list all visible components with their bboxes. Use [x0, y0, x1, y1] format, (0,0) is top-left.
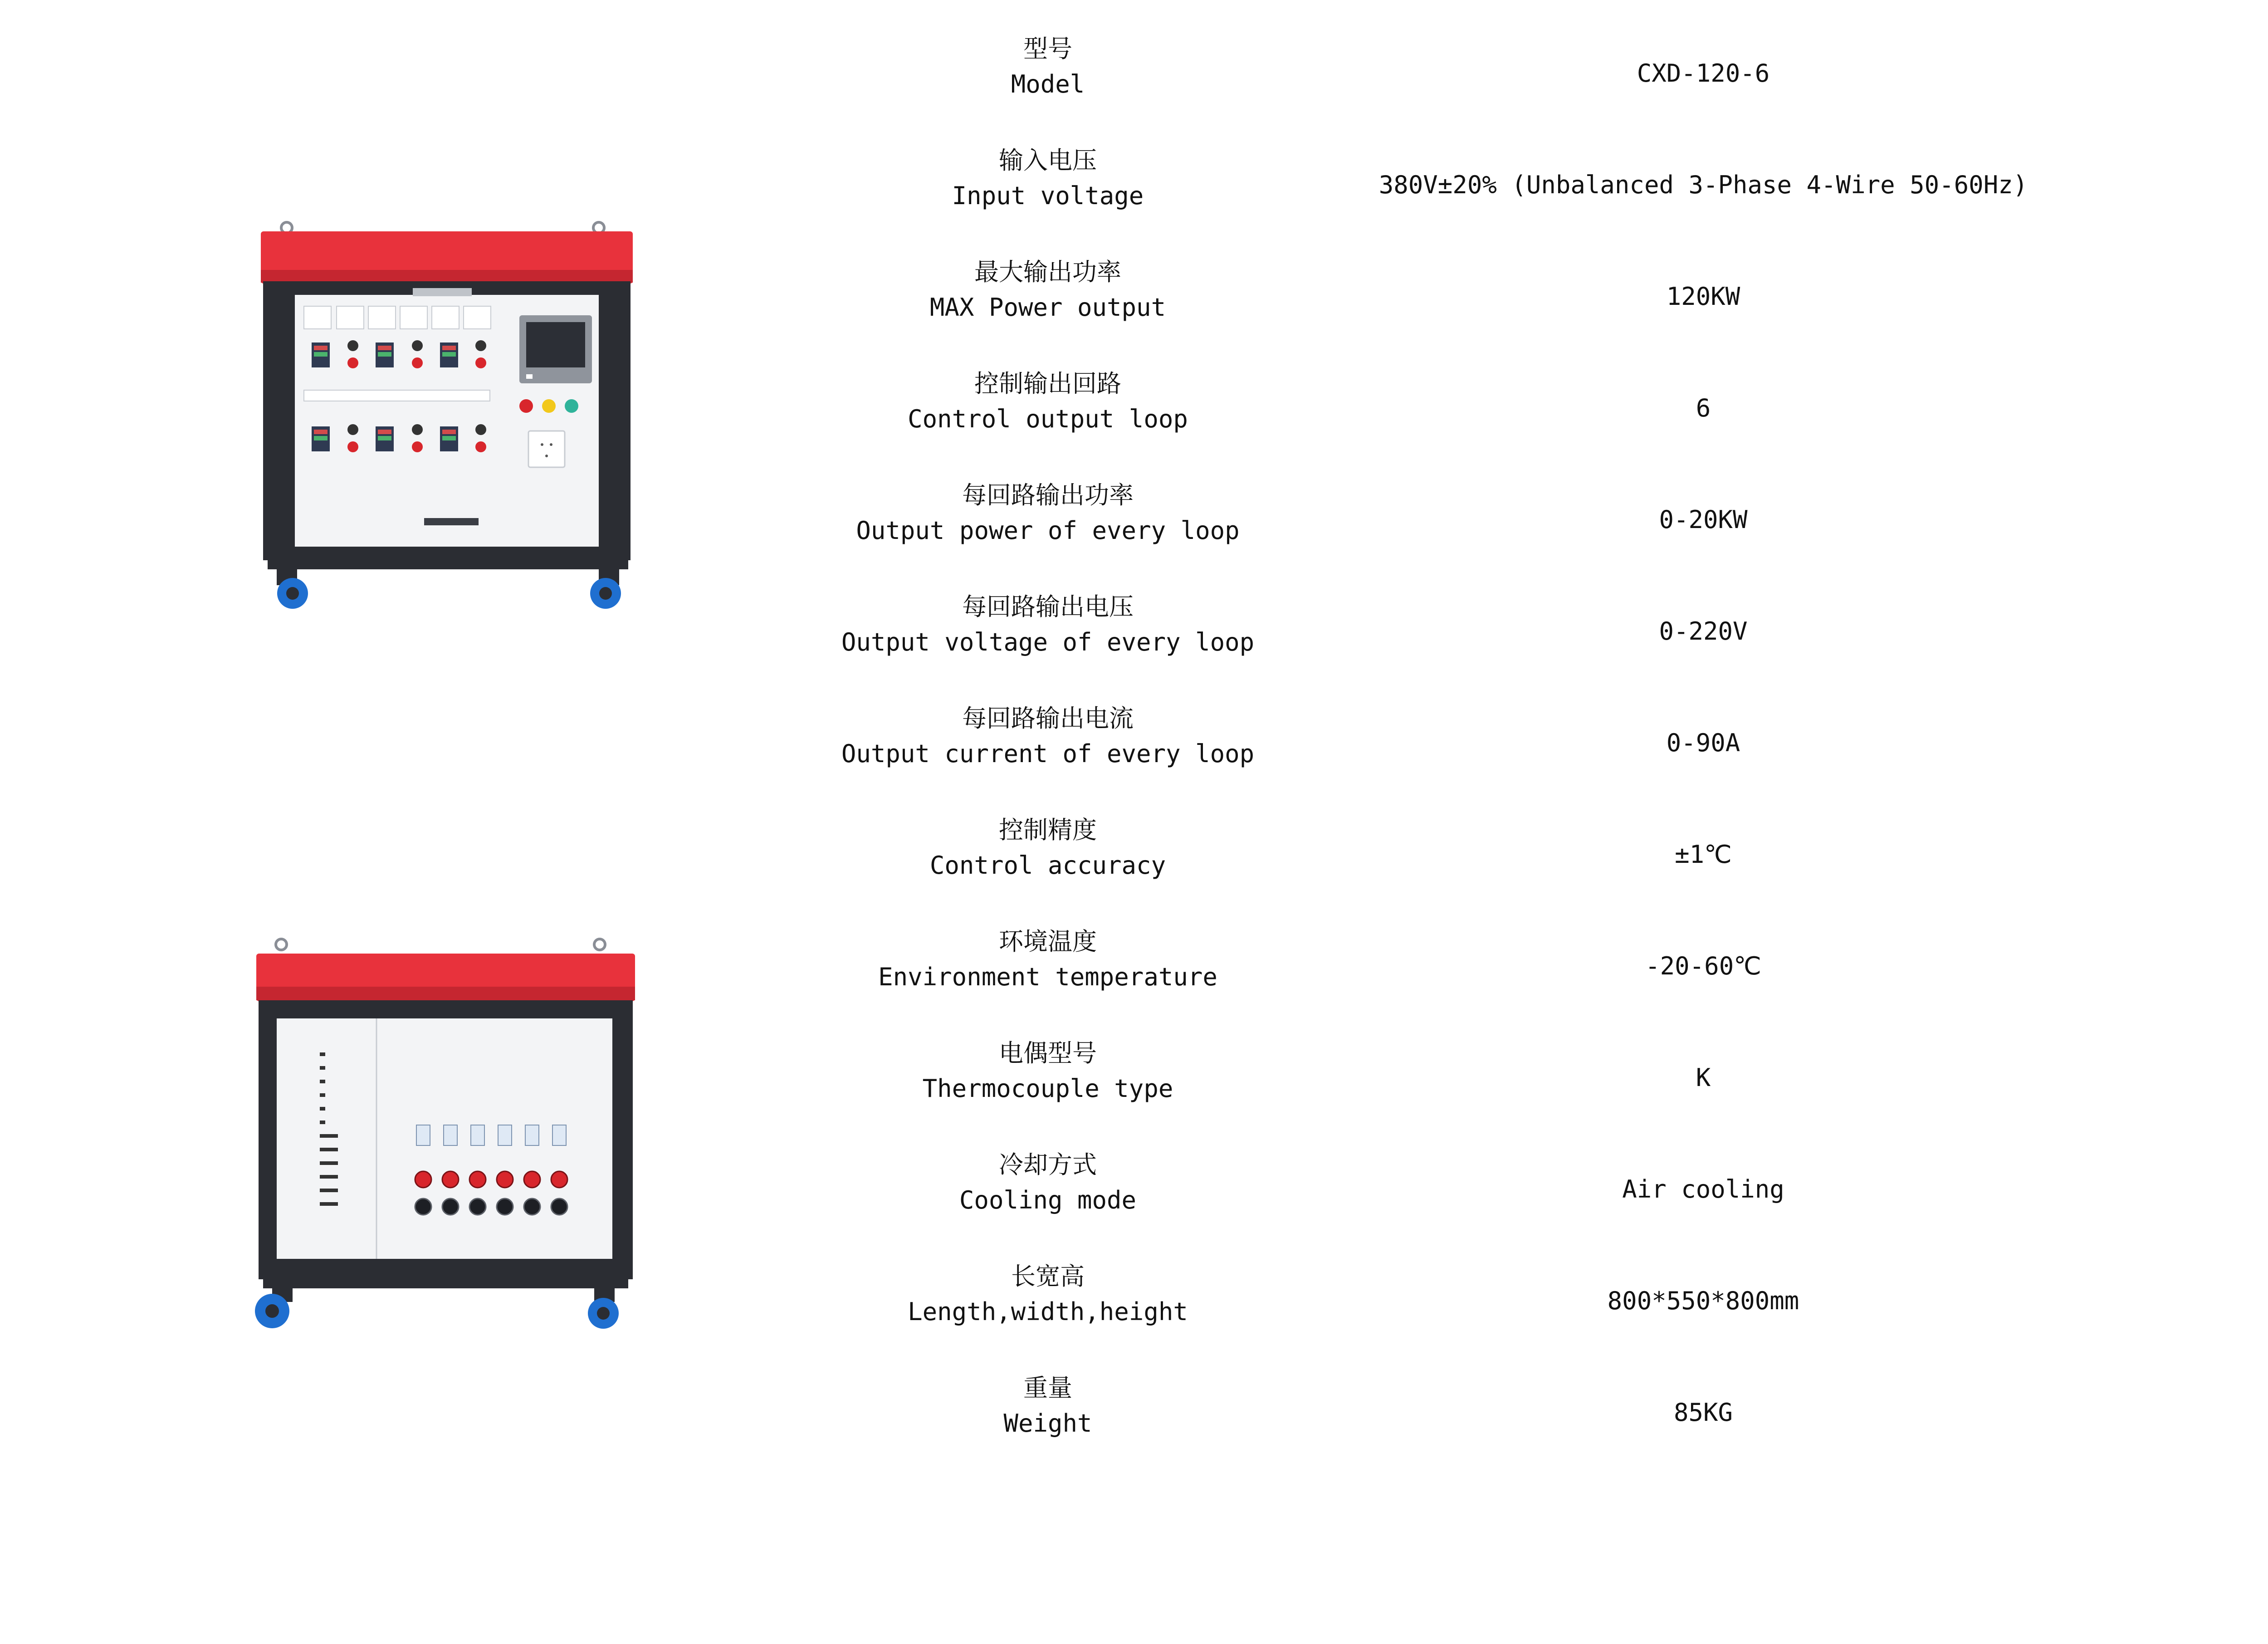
spec-row-cooling-mode	[771, 1116, 2132, 1228]
spec-value	[1325, 335, 2082, 446]
spec-value	[1325, 1116, 2082, 1228]
spec-value-text: ±1℃	[1675, 840, 1732, 869]
spec-value-text: 0-90A	[1666, 729, 1740, 757]
spec-label-zh: 控制输出回路	[974, 369, 1121, 398]
spec-row-environment-temperature	[771, 893, 2132, 1004]
spec-label	[771, 781, 1325, 893]
spec-label-zh: 环境温度	[999, 927, 1097, 956]
wheel-right	[590, 567, 621, 609]
indicator-button-green	[565, 399, 578, 413]
wheel-right	[588, 1286, 619, 1329]
spec-label-en: Thermocouple type	[922, 1074, 1173, 1103]
spec-label-en: Control accuracy	[929, 851, 1166, 880]
spec-row-control-loop	[771, 335, 2132, 446]
spec-value-text: 85KG	[1673, 1398, 1733, 1427]
spec-label	[771, 558, 1325, 670]
spec-row-model	[771, 0, 2132, 112]
spec-value-text: CXD-120-6	[1637, 59, 1770, 88]
spec-label	[771, 1339, 1325, 1451]
spec-value-text: -20-60℃	[1645, 952, 1761, 980]
product-photo-terminal-panel	[245, 930, 658, 1338]
spec-row-loop-voltage	[771, 558, 2132, 670]
spec-label	[771, 1004, 1325, 1116]
spec-label-en: Output voltage of every loop	[841, 628, 1255, 656]
spec-label	[771, 670, 1325, 781]
spec-label-en: Control output loop	[908, 405, 1188, 433]
spec-value	[1325, 1339, 2082, 1451]
spec-label	[771, 893, 1325, 1004]
spec-label-en: Output current of every loop	[841, 739, 1255, 768]
spec-value	[1325, 558, 2082, 670]
spec-label-zh: 冷却方式	[999, 1150, 1097, 1179]
spec-label-zh: 长宽高	[1011, 1262, 1085, 1291]
spec-value	[1325, 446, 2082, 558]
spec-label	[771, 446, 1325, 558]
spec-value-text: 0-20KW	[1659, 505, 1748, 534]
spec-label	[771, 0, 1325, 112]
spec-row-max-power	[771, 223, 2132, 335]
spec-label	[771, 1228, 1325, 1339]
spec-value-text: 800*550*800mm	[1607, 1287, 1799, 1315]
spec-row-input-voltage	[771, 112, 2132, 223]
spec-label-zh: 每回路输出电压	[962, 592, 1134, 621]
spec-label-zh: 输入电压	[999, 146, 1097, 175]
spec-label	[771, 335, 1325, 446]
spec-value	[1325, 223, 2082, 335]
spec-row-dimensions	[771, 1228, 2132, 1339]
spec-label-en: Cooling mode	[959, 1186, 1137, 1214]
indicator-button-yellow	[542, 399, 556, 413]
spec-label	[771, 223, 1325, 335]
spec-value	[1325, 112, 2082, 223]
spec-value	[1325, 670, 2082, 781]
spec-label-en: Input voltage	[952, 181, 1144, 210]
spec-value	[1325, 1228, 2082, 1339]
spec-row-weight	[771, 1339, 2132, 1451]
spec-label-en: Model	[1011, 70, 1085, 98]
spec-label-en: Output power of every loop	[856, 516, 1240, 545]
wheel-left	[277, 567, 308, 609]
spec-value	[1325, 781, 2082, 893]
spec-value-text: Air cooling	[1622, 1175, 1784, 1204]
spec-row-thermocouple-type	[771, 1004, 2132, 1116]
wheel-left	[255, 1286, 293, 1328]
spec-value-text: 120KW	[1666, 282, 1740, 311]
spec-label	[771, 1116, 1325, 1228]
spec-label-zh: 控制精度	[999, 816, 1097, 844]
spec-value	[1325, 1004, 2082, 1116]
recorder-screen	[519, 315, 592, 383]
product-photo-front-panel	[249, 213, 658, 621]
spec-row-loop-power	[771, 446, 2132, 558]
spec-label-zh: 电偶型号	[999, 1039, 1097, 1067]
power-socket	[528, 431, 565, 467]
spec-label-zh: 型号	[1023, 34, 1072, 63]
spec-label-zh: 重量	[1023, 1374, 1072, 1402]
spec-label-zh: 最大输出功率	[974, 258, 1121, 286]
spec-label-en: Environment temperature	[878, 963, 1217, 991]
spec-row-loop-current	[771, 670, 2132, 781]
spec-label-en: Weight	[1003, 1409, 1092, 1438]
spec-value	[1325, 893, 2082, 1004]
spec-label-zh: 每回路输出电流	[962, 704, 1134, 733]
indicator-button-red	[519, 399, 533, 413]
spec-label-zh: 每回路输出功率	[962, 481, 1134, 509]
spec-label	[771, 112, 1325, 223]
spec-value-text: 6	[1696, 394, 1711, 422]
spec-row-control-accuracy	[771, 781, 2132, 893]
specification-table	[771, 0, 2132, 1542]
spec-label-en: Length,width,height	[908, 1297, 1188, 1326]
spec-label-en: MAX Power output	[929, 293, 1166, 322]
spec-value-text: 380V±20% (Unbalanced 3-Phase 4-Wire 50-60Hz)	[1378, 171, 2028, 199]
spec-value-text: 0-220V	[1659, 617, 1748, 646]
spec-value	[1325, 0, 2082, 112]
spec-value-text: K	[1696, 1063, 1711, 1092]
